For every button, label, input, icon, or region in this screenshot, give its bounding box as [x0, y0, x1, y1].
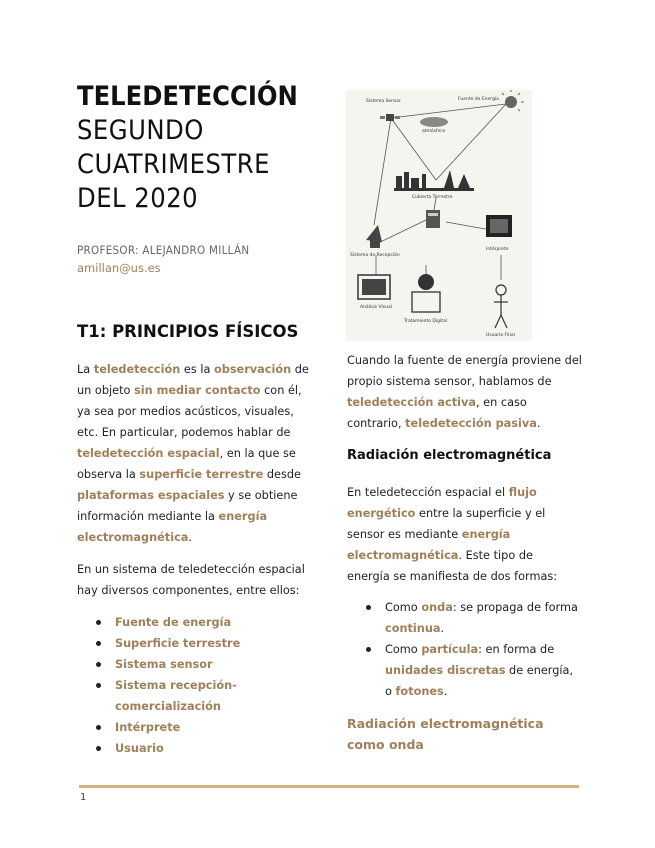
cloud-icon — [420, 117, 448, 127]
footer-divider — [79, 785, 579, 788]
figure-label-surface: Cubierta Terrestre — [412, 195, 453, 200]
list-item: Superficie terrestre — [77, 633, 307, 654]
intro-paragraph: La teledetección es la observación de un objeto sin mediar contacto con él, ya sea por medios acústicos, visuales, etc. En particular, podemos hablar de teledetección espacial, en la que se observa la superficie terrestre desde plataformas espaciales y se obtiene información mediante la energía electromagnética. — [77, 363, 309, 544]
title-subtitle: SEGUNDO CUATRIMESTRE DEL 2020 — [77, 115, 270, 214]
forms-list — [347, 597, 579, 702]
energy-flux-paragraph: En teledetección espacial el flujo energético entre la superficie y el sensor es mediante energía electromagnética. Este tipo de energía se manifiesta de dos formas: — [347, 486, 558, 583]
monitor-icon — [486, 215, 512, 237]
figure-label-analysis: Análisis Visual — [360, 305, 392, 310]
active-passive-paragraph: Cuando la fuente de energía proviene del propio sistema sensor, hablamos de teledetección activa, en caso contrario, teledetección pasiva. — [347, 354, 582, 430]
subsection-heading: Radiación electromagnética — [347, 448, 552, 463]
remote-sensing-diagram — [346, 90, 532, 341]
list-item: Usuario — [77, 738, 307, 759]
list-item: Fuente de energía — [77, 612, 307, 633]
user-icon — [494, 285, 508, 328]
list-item: Sistema sensor — [77, 654, 307, 675]
figure-label-sensor: Sistema Sensor — [366, 99, 401, 104]
figure-label-reception: Sistema de Recepción — [350, 253, 400, 258]
components-list — [77, 612, 307, 759]
satellite-icon — [380, 114, 400, 121]
figure-label-digital: Tratamiento Digital — [404, 319, 448, 324]
figure-label-source: Fuente de Energía — [458, 97, 499, 102]
professor-email: amillan@us.es — [77, 261, 161, 275]
figure-label-user: Usuario Final — [486, 333, 515, 338]
screen-icon — [358, 275, 390, 299]
list-item: Como partícula: en forma de unidades discretas de energía, o fotones. — [347, 639, 579, 702]
professor-name: PROFESOR: ALEJANDRO MILLÁN — [77, 243, 250, 257]
wave-heading: Radiación electromagnética como onda — [347, 716, 544, 752]
landscape-icon — [394, 170, 474, 191]
sun-icon — [502, 90, 524, 111]
figure-label-interpreter: Intérprete — [486, 247, 509, 252]
computer-icon — [426, 210, 440, 228]
page-number: 1 — [80, 792, 87, 803]
list-item: Intérprete — [77, 717, 307, 738]
list-item: Sistema recepción-comercialización — [77, 675, 307, 717]
interpreter-icon — [412, 274, 440, 312]
antenna-icon — [366, 225, 382, 248]
title-main: TELEDETECCIÓN — [77, 81, 298, 112]
figure-label-atmosphere: atmósfera — [422, 129, 445, 134]
page-title — [77, 80, 327, 216]
section-heading: T1: PRINCIPIOS FÍSICOS — [77, 322, 299, 341]
list-item: Como onda: se propaga de forma continua. — [347, 597, 579, 639]
components-intro: En un sistema de teledetección espacial hay diversos componentes, entre ellos: — [77, 563, 305, 597]
